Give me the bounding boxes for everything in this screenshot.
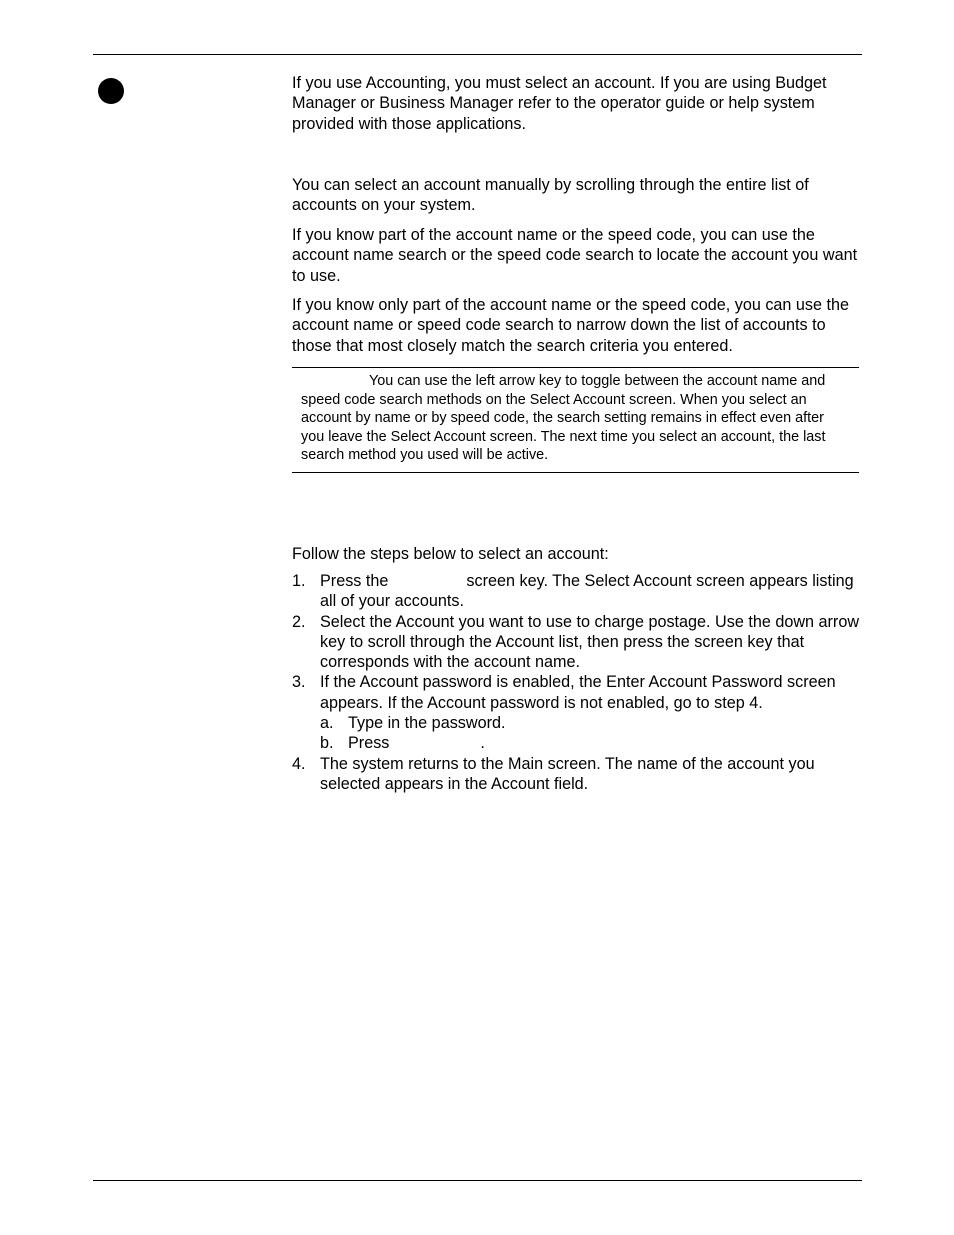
paragraph-text: If you know only part of the account name or the speed code, you can use the account name or speed code search to narrow down the list of accounts to those that most closely match the search criteria you entered. [292,296,850,355]
step-item [292,571,860,612]
step-item [292,672,860,753]
intro-text: If you use Accounting, you must select an account. If you are using Budget Manager or Business Manager refer to the operator guide or help system provided with those applications. [292,74,827,133]
paragraph-narrow-search [292,295,860,356]
step-text-after: screen key. The Select Account screen appears listing all of your accounts. [320,572,854,611]
step-text: Select the Account you want to use to charge postage. Use the down arrow key to scroll through the Account list, then press the screen key that corresponds with the account name. [320,612,860,672]
substep-text: Type in the password. [348,714,506,733]
step-text: If the Account password is enabled, the Enter Account Password screen appears. If the Account password is not enabled, go to step 4. [320,673,836,712]
footer-rule [93,1180,862,1181]
intro-paragraph [292,73,860,134]
note-box [292,367,859,473]
substep-letter: b. [320,734,334,753]
step-number: 2. [292,612,306,631]
substep-text-before: Press [348,734,390,753]
substep-item [320,713,860,733]
step-number: 3. [292,673,306,692]
step-item [292,612,860,673]
step-number: 1. [292,572,306,590]
step-number: 4. [292,754,306,773]
step-text: The system returns to the Main screen. The name of the account you selected appears in the Account field. [320,754,815,793]
header-rule [93,54,862,55]
paragraph-manual-selection [292,175,860,216]
bullet-icon [98,78,124,104]
note-text: You can use the left arrow key to toggle between the account name and speed code search methods on the Select Account screen. When you select an account by name or by speed code, the search setting remains in effect even after you leave the Select Account screen. The next time you select an account, the last search method you used will be active. [301,373,826,464]
step-item [292,754,860,795]
substep-text-after: . [480,734,485,753]
paragraph-text: If you know part of the account name or the speed code, you can use the account name search or the speed code search to locate the account you want to use. [292,226,858,285]
step-text-before: Press the [320,572,389,590]
substeps-list [320,713,860,754]
substep-item [320,733,860,753]
paragraph-text: You can select an account manually by scrolling through the entire list of accounts on your system. [292,176,809,215]
steps-intro [292,544,860,564]
steps-intro-text: Follow the steps below to select an account: [292,545,609,563]
substep-letter: a. [320,714,334,733]
paragraph-search [292,225,860,286]
steps-list [292,571,860,794]
